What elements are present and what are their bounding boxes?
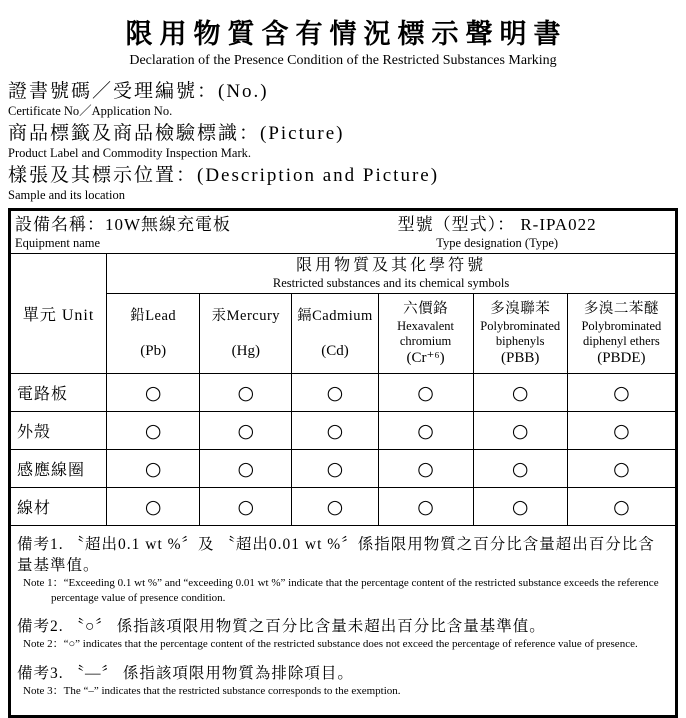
- column-header-symbol: (PBB): [501, 349, 540, 366]
- column-header-symbol: (Hg): [231, 342, 260, 359]
- presence-mark: ○: [107, 488, 200, 526]
- restricted-substances-group-header: [107, 254, 677, 294]
- info-line-zh: 樣張及其標示位置：(Description and Picture): [8, 165, 440, 186]
- presence-mark: ○: [107, 374, 200, 412]
- presence-mark: ○: [473, 450, 567, 488]
- table-row: [10, 412, 677, 450]
- unit-label: 外殼: [10, 412, 107, 450]
- column-header-name-en: Polybrominated diphenyl ethers: [581, 318, 662, 348]
- equipment-name-label: 設備名稱：: [15, 214, 105, 234]
- column-header-name-en: Hexavalent chromium: [397, 318, 455, 348]
- column-header-symbol: (Pb): [140, 342, 167, 359]
- info-line-2: [8, 121, 686, 160]
- info-line-en: Certificate No／Application No.: [8, 104, 173, 118]
- presence-mark: ○: [473, 488, 567, 526]
- column-header-symbol: (Cr⁺⁶): [406, 349, 445, 366]
- column-header-name-zh: 多溴二苯醚: [583, 300, 659, 317]
- type-designation-text: R-IPA022: [520, 214, 597, 234]
- presence-mark: ○: [567, 488, 676, 526]
- presence-mark: ○: [107, 412, 200, 450]
- note-zh: 備考3. 〝—〞 係指該項限用物質為排除項目。: [17, 664, 354, 682]
- column-header-name-zh: 多溴聯苯: [490, 300, 551, 317]
- column-header-name-en: Polybrominated biphenyls: [480, 318, 561, 348]
- unit-column-header: 單元 Unit: [10, 254, 107, 374]
- note-en: Note 1：“Exceeding 0.1 wt %” and “exceeding 0.01 wt %” indicate that the percentage content of the restricted substance exceeds the reference percentage value of presence condition.: [23, 577, 659, 604]
- presence-mark: ○: [200, 412, 292, 450]
- equipment-type-cell: [10, 210, 677, 254]
- presence-mark: ○: [567, 450, 676, 488]
- presence-mark: ○: [378, 488, 473, 526]
- equipment-type-row: [10, 210, 677, 254]
- info-line-zh: 商品標籤及商品檢驗標識：(Picture): [8, 123, 345, 144]
- substance-column-header-row: [10, 294, 677, 374]
- note-zh: 備考2. 〝○〞 係指該項限用物質之百分比含量未超出百分比含量基準值。: [17, 618, 546, 635]
- group-header-en: Restricted substances and its chemical symbols: [272, 276, 510, 290]
- group-header-zh: 限用物質及其化學符號: [296, 257, 487, 274]
- column-header-name-zh: 六價鉻: [403, 300, 449, 317]
- column-header-cr⁶: [378, 294, 473, 374]
- presence-mark: ○: [473, 412, 567, 450]
- info-section: [8, 79, 686, 202]
- info-line-3: [8, 163, 686, 202]
- presence-mark: ○: [200, 374, 292, 412]
- note-2: [17, 616, 669, 652]
- unit-label: 感應線圈: [10, 450, 107, 488]
- equipment-name-value: [15, 214, 323, 236]
- unit-label: 電路板: [10, 374, 107, 412]
- equipment-name-label-en: Equipment name: [15, 235, 101, 250]
- presence-mark: ○: [378, 412, 473, 450]
- notes-row: [10, 526, 677, 717]
- presence-mark: ○: [378, 374, 473, 412]
- presence-mark: ○: [107, 450, 200, 488]
- document-title: 限用物質含有情況標示聲明書: [125, 19, 568, 49]
- presence-mark: ○: [473, 374, 567, 412]
- equipment-name-block: [15, 214, 323, 251]
- equipment-name-text: 10W無線充電板: [105, 214, 232, 234]
- presence-mark: ○: [200, 488, 292, 526]
- unit-label: 線材: [10, 488, 107, 526]
- column-header-name: 汞Mercury: [211, 307, 281, 324]
- presence-mark: ○: [378, 450, 473, 488]
- info-line-en: Sample and its location: [8, 188, 125, 202]
- type-designation-value: [323, 214, 671, 236]
- presence-mark: ○: [567, 412, 676, 450]
- note-3: [17, 663, 669, 699]
- info-line-en: Product Label and Commodity Inspection Mark.: [8, 146, 252, 160]
- presence-mark: ○: [200, 450, 292, 488]
- table-row: [10, 374, 677, 412]
- column-header-name: 鉛Lead: [130, 307, 177, 324]
- document-subtitle: Declaration of the Presence Condition of the Restricted Substances Marking: [129, 53, 557, 68]
- column-header-name: 鎘Cadmium: [297, 307, 373, 324]
- type-designation-label: 型號（型式）：: [397, 214, 521, 234]
- info-line-zh: 證書號碼／受理編號：(No.): [8, 81, 269, 102]
- type-designation-label-en: Type designation (Type): [436, 235, 559, 250]
- presence-mark: ○: [292, 374, 378, 412]
- note-zh: 備考1. 〝超出0.1 wt %〞及 〝超出0.01 wt %〞係指限用物質之百分比含量超出百分比含量基準值。: [17, 536, 655, 574]
- note-1: [17, 534, 669, 605]
- presence-mark: ○: [292, 488, 378, 526]
- table-row: [10, 450, 677, 488]
- column-header-pbde: [567, 294, 676, 374]
- column-header-pb: [107, 294, 200, 374]
- column-header-pbb: [473, 294, 567, 374]
- presence-mark: ○: [292, 450, 378, 488]
- column-header-symbol: (PBDE): [597, 349, 646, 366]
- table-row: [10, 488, 677, 526]
- restricted-substances-table: [8, 208, 678, 718]
- notes-cell: [10, 526, 677, 717]
- column-header-cd: [292, 294, 378, 374]
- column-header-hg: [200, 294, 292, 374]
- note-en: Note 2：“○” indicates that the percentage content of the restricted substance does not exceed the percentage of reference value of presence.: [23, 638, 638, 650]
- presence-mark: ○: [292, 412, 378, 450]
- column-header-symbol: (Cd): [321, 342, 349, 359]
- group-header-row: [10, 254, 677, 294]
- presence-mark: ○: [567, 374, 676, 412]
- info-line-1: [8, 79, 686, 118]
- type-designation-block: [323, 214, 671, 251]
- note-en: Note 3：The “–” indicates that the restricted substance corresponds to the exemption.: [23, 684, 401, 697]
